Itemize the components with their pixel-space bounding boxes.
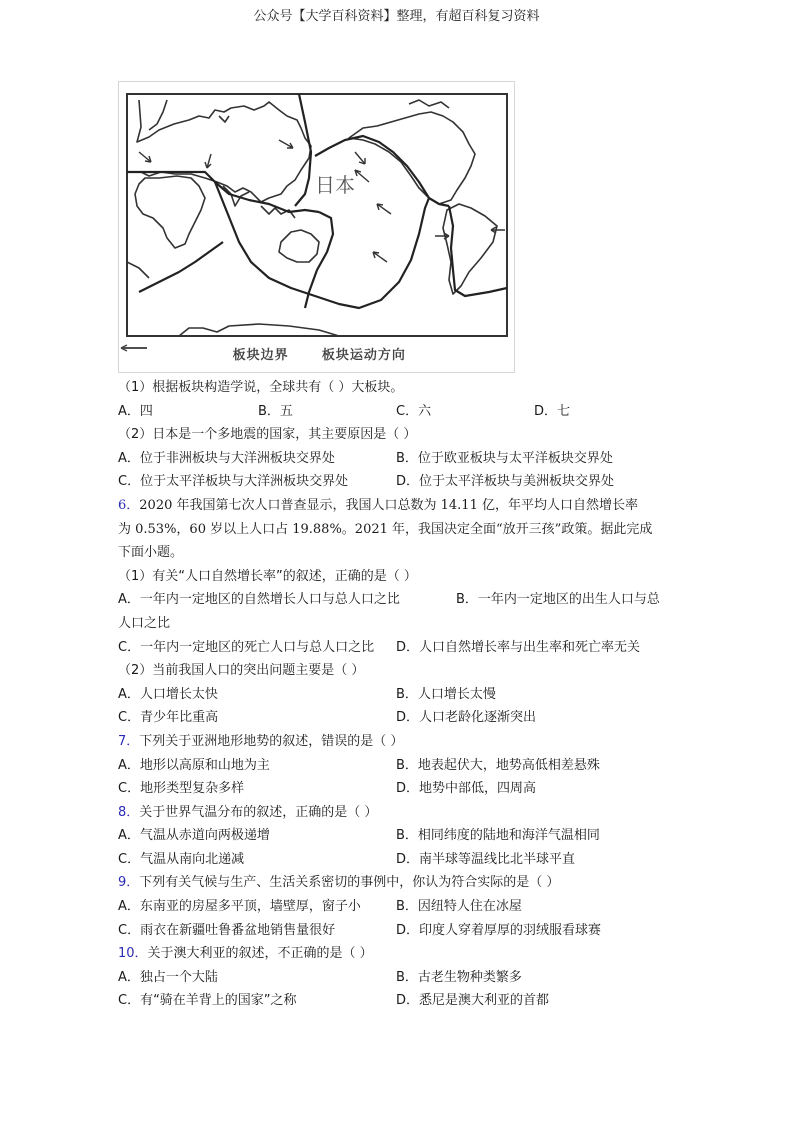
q5-sub2-options-row2 xyxy=(118,470,678,494)
option-d[interactable]: D．人口自然增长率与出生率和死亡率无关 xyxy=(396,639,641,655)
option-a[interactable]: A．东南亚的房屋多平顶，墙壁厚，窗子小 xyxy=(118,899,361,915)
question-number: 10． xyxy=(118,946,148,962)
option-a[interactable]: A．位于非洲板块与大洋洲板块交界处 xyxy=(118,450,335,466)
option-c[interactable]: C．位于太平洋板块与大洋洲板块交界处 xyxy=(118,474,349,490)
q6-sub2-options-row1 xyxy=(118,683,678,707)
q8-stem xyxy=(118,801,678,825)
q7-stem-text: 下列关于亚洲地形地势的叙述，错误的是（ ） xyxy=(139,733,404,749)
question-content xyxy=(118,376,678,1013)
option-b[interactable]: B．相同纬度的陆地和海洋气温相同 xyxy=(396,828,600,844)
option-b[interactable]: B．因纽特人住在冰屋 xyxy=(396,899,522,915)
q9-stem xyxy=(118,871,678,895)
plate-boundary-legend-label: 板块边界 xyxy=(232,348,289,363)
option-b[interactable]: B．人口增长太慢 xyxy=(396,686,496,702)
q9-stem-text: 下列有关气候与生产、生活关系密切的事例中，你认为符合实际的是（ ） xyxy=(139,875,560,891)
option-d[interactable]: D．南半球等温线比北半球平直 xyxy=(396,851,576,867)
option-a[interactable]: A．四 xyxy=(118,403,153,419)
q9-options-row1 xyxy=(118,895,678,919)
q6-stem-text: 2020 年我国第七次人口普查显示，我国人口总数为 14.11 亿，年平均人口自然增长率 xyxy=(139,497,638,513)
question-number: 9． xyxy=(118,875,140,891)
option-c[interactable]: C．青少年比重高 xyxy=(118,710,219,726)
option-d[interactable]: D．人口老龄化逐渐突出 xyxy=(396,710,537,726)
option-d[interactable]: D．七 xyxy=(534,403,571,419)
option-d[interactable]: D．位于太平洋板块与美洲板块交界处 xyxy=(396,474,615,490)
plate-tectonics-map xyxy=(118,81,515,373)
option-d[interactable]: D．地势中部低，四周高 xyxy=(396,781,537,797)
q5-sub2-stem: （2）日本是一个多地震的国家，其主要原因是（ ） xyxy=(118,427,417,443)
option-a[interactable]: A．地形以高原和山地为主 xyxy=(118,757,270,773)
page-header: 公众号【大学百科资料】整理，有超百科复习资料 xyxy=(253,9,540,24)
q6-sub1-options-row1 xyxy=(118,588,678,612)
option-b[interactable]: B．古老生物种类繁多 xyxy=(396,969,522,985)
option-c[interactable]: C．有“骑在羊背上的国家”之称 xyxy=(118,993,297,1009)
q6-sub2-stem: （2）当前我国人口的突出问题主要是（ ） xyxy=(118,663,365,679)
option-a[interactable]: A．人口增长太快 xyxy=(118,686,218,702)
question-number: 7． xyxy=(118,733,140,749)
question-number: 6． xyxy=(118,497,140,513)
option-a[interactable]: A．独占一个大陆 xyxy=(118,969,218,985)
q6-sub2-options-row2 xyxy=(118,706,678,730)
option-c[interactable]: C．雨衣在新疆吐鲁番盆地销售量很好 xyxy=(118,922,336,938)
option-d[interactable]: D．悉尼是澳大利亚的首都 xyxy=(396,993,550,1009)
option-b[interactable]: B．五 xyxy=(258,403,293,419)
q7-options-row2 xyxy=(118,777,678,801)
q7-stem xyxy=(118,730,678,754)
q8-options-row2 xyxy=(118,848,678,872)
plate-direction-legend-label: 板块运动方向 xyxy=(321,348,406,363)
q5-sub1-options xyxy=(118,400,678,424)
q6-stem-line2: 为 0.53%，60 岁以上人口占 19.88%。2021 年，我国决定全面“放开三孩”政策。据此完成 xyxy=(118,521,653,537)
q10-options-row2 xyxy=(118,989,678,1013)
world-plate-map xyxy=(119,82,514,372)
q10-options-row1 xyxy=(118,966,678,990)
option-c[interactable]: C．六 xyxy=(396,403,432,419)
q6-stem-line1 xyxy=(118,494,678,518)
option-a[interactable]: A．一年内一定地区的自然增长人口与总人口之比 xyxy=(118,592,400,608)
q6-sub1-stem: （1）有关“人口自然增长率”的叙述，正确的是（ ） xyxy=(118,568,417,584)
option-b[interactable]: B．位于欧亚板块与太平洋板块交界处 xyxy=(396,450,613,466)
q6-stem-line3: 下面小题。 xyxy=(118,545,184,561)
q9-options-row2 xyxy=(118,919,678,943)
option-c[interactable]: C．一年内一定地区的死亡人口与总人口之比 xyxy=(118,639,375,655)
q8-stem-text: 关于世界气温分布的叙述，正确的是（ ） xyxy=(139,804,378,820)
map-legend xyxy=(119,344,514,363)
option-a[interactable]: A．气温从赤道向两极递增 xyxy=(118,828,270,844)
q6-sub1-options-row2 xyxy=(118,636,678,660)
option-b[interactable]: B．一年内一定地区的出生人口与总 xyxy=(456,592,660,608)
question-number: 8． xyxy=(118,804,140,820)
q6-sub1-option-b-continued: 人口之比 xyxy=(118,615,171,631)
q8-options-row1 xyxy=(118,824,678,848)
q7-options-row1 xyxy=(118,754,678,778)
option-c[interactable]: C．地形类型复杂多样 xyxy=(118,781,245,797)
japan-map-label: 日本 xyxy=(315,173,355,197)
q10-stem-text: 关于澳大利亚的叙述，不正确的是（ ） xyxy=(147,946,373,962)
option-b[interactable]: B．地表起伏大，地势高低相差悬殊 xyxy=(396,757,600,773)
q5-sub1-stem: （1）根据板块构造学说，全球共有（ ）大板块。 xyxy=(118,380,404,395)
option-c[interactable]: C．气温从南向北递减 xyxy=(118,851,245,867)
option-d[interactable]: D．印度人穿着厚厚的羽绒服看球赛 xyxy=(396,922,602,938)
q10-stem xyxy=(118,942,678,966)
q5-sub2-options-row1 xyxy=(118,447,678,471)
